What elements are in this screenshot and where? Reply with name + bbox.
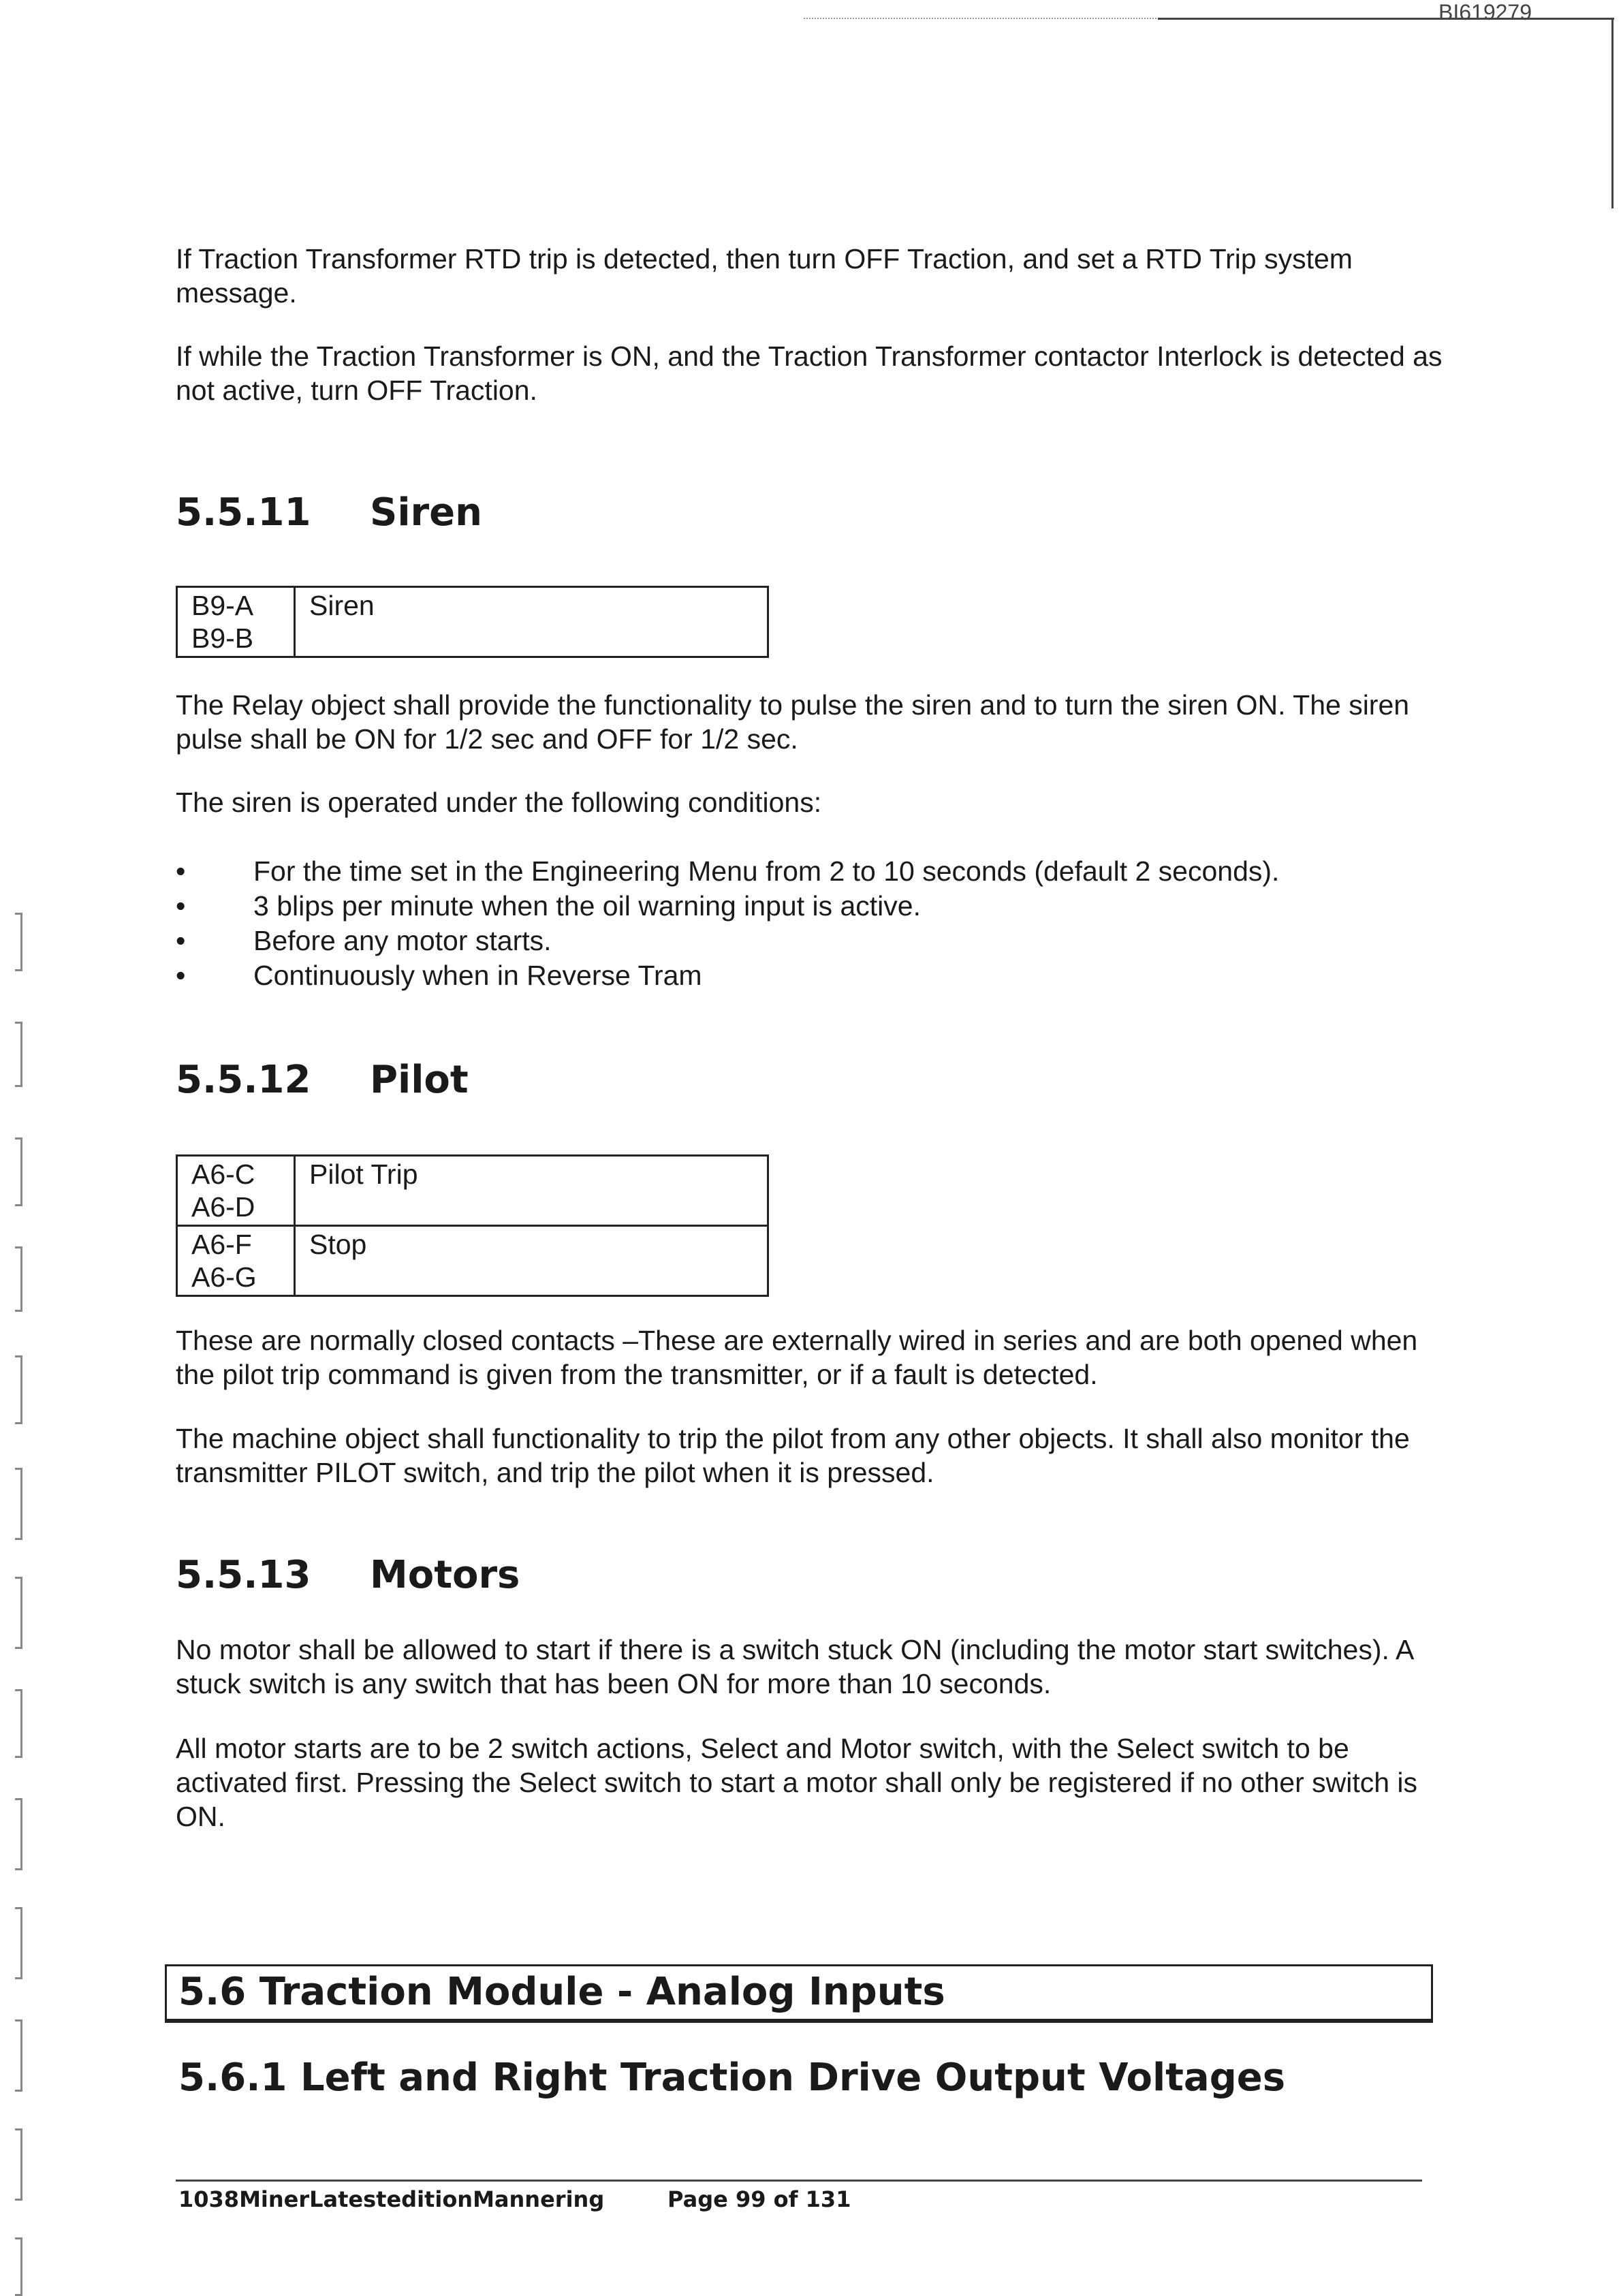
list-item: [176, 889, 1470, 924]
paragraph-siren-conditions: The siren is operated under the following conditions:: [176, 787, 822, 818]
margin-mark: [15, 1022, 22, 1087]
margin-mark: [15, 913, 22, 971]
margin-mark: [15, 2128, 22, 2201]
margin-mark: [15, 1246, 22, 1312]
section-heading: 5.6 Traction Module - Analog Inputs: [178, 1970, 945, 2014]
footer-document-name: 1038MinerLatesteditionMannering: [178, 2186, 605, 2212]
subsection-heading: 5.6.1 Left and Right Traction Drive Output Voltages: [178, 2056, 1286, 2100]
pin-label: A6-C: [191, 1159, 255, 1190]
list-item-text: 3 blips per minute when the oil warning input is active.: [253, 890, 921, 922]
list-item-text: Continuously when in Reverse Tram: [253, 960, 702, 991]
margin-mark: [15, 1798, 22, 1870]
pin-label: B9-B: [191, 623, 254, 654]
heading-siren: [176, 490, 482, 535]
pins-cell: [177, 1226, 295, 1296]
paragraph-motors-starts: All motor starts are to be 2 switch actions, Select and Motor switch, with the Select switch to be activated first. Pressing the Select switch to start a motor shall only be registered if no other switch is ON.: [176, 1733, 1418, 1832]
siren-conditions-list: [176, 854, 1470, 993]
footer-rule: [176, 2180, 1422, 2182]
pins-cell: [177, 1156, 295, 1226]
siren-signal-table: [176, 586, 769, 658]
margin-mark: [15, 1137, 22, 1206]
margin-mark: [15, 2019, 22, 2092]
header-rule-solid: [1158, 18, 1614, 20]
heading-title: Siren: [370, 490, 482, 535]
table-row: [177, 1226, 768, 1296]
margin-mark: [15, 1907, 22, 1979]
list-item-text: Before any motor starts.: [253, 925, 552, 956]
pin-label: A6-F: [191, 1229, 252, 1260]
heading-title: Motors: [370, 1553, 520, 1597]
bullet-icon: •: [176, 960, 186, 991]
margin-mark: [15, 1355, 22, 1424]
pin-label: A6-G: [191, 1261, 257, 1293]
table-row: [177, 1156, 768, 1226]
footer-page-number: Page 99 of 131: [667, 2186, 851, 2212]
pins-cell: [177, 587, 295, 657]
header-right-edge: [1611, 18, 1614, 208]
signal-description: Pilot Trip: [295, 1156, 768, 1226]
bullet-icon: •: [176, 890, 186, 922]
pin-label: A6-D: [191, 1191, 255, 1223]
list-item: [176, 958, 1470, 993]
signal-description: Siren: [295, 587, 768, 657]
pilot-signal-table: [176, 1154, 769, 1297]
heading-number: 5.5.12: [176, 1058, 311, 1102]
paragraph-contactor-interlock: If while the Traction Transformer is ON, and the Traction Transformer contactor Interlock is detected as not active, turn OFF Traction.: [176, 341, 1443, 406]
bullet-icon: •: [176, 855, 186, 887]
paragraph-motors-stuck: No motor shall be allowed to start if there is a switch stuck ON (including the motor start switches). A stuck switch is any switch that has been ON for more than 10 seconds.: [176, 1634, 1413, 1699]
paragraph-pilot-machine: The machine object shall functionality to trip the pilot from any other objects. It shall also monitor the transmitter PILOT switch, and trip the pilot when it is pressed.: [176, 1423, 1410, 1488]
heading-number: 5.5.11: [176, 490, 311, 535]
margin-mark: [15, 1577, 22, 1649]
document-ref: BI619279: [1438, 0, 1532, 25]
heading-number: 5.5.13: [176, 1553, 311, 1597]
pin-label: B9-A: [191, 590, 254, 621]
margin-mark: [15, 1468, 22, 1540]
list-item: [176, 924, 1470, 958]
signal-description: Stop: [295, 1226, 768, 1296]
bullet-icon: •: [176, 925, 186, 956]
paragraph-rtd-trip: If Traction Transformer RTD trip is detected, then turn OFF Traction, and set a RTD Trip system message.: [176, 243, 1353, 309]
heading-pilot: [176, 1058, 469, 1103]
list-item: [176, 854, 1470, 889]
paragraph-pilot-contacts: These are normally closed contacts –These are externally wired in series and are both opened when the pilot trip command is given from the transmitter, or if a fault is detected.: [176, 1325, 1418, 1390]
heading-title: Pilot: [370, 1058, 469, 1102]
margin-mark: [15, 1689, 22, 1758]
list-item-text: For the time set in the Engineering Menu from 2 to 10 seconds (default 2 seconds).: [253, 855, 1280, 887]
heading-motors: [176, 1553, 520, 1598]
table-row: [177, 587, 768, 657]
paragraph-siren-relay: The Relay object shall provide the functionality to pulse the siren and to turn the siren ON. The siren pulse shall be ON for 1/2 sec and OFF for 1/2 sec.: [176, 689, 1410, 755]
margin-mark: [15, 2237, 22, 2296]
